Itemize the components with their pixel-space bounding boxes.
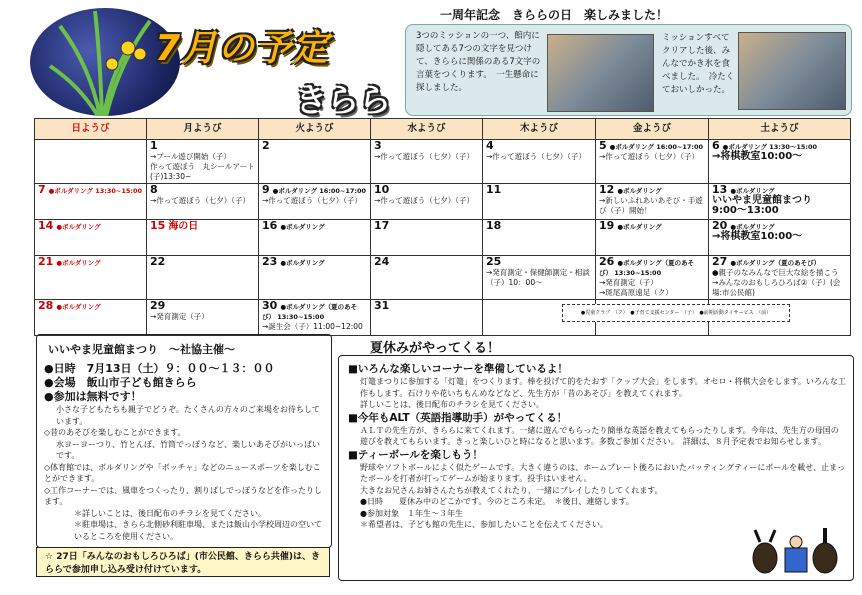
calendar-day-cell: [147, 300, 259, 336]
calendar-event: →作って遊ぼう（七夕）（子）: [599, 152, 700, 161]
festival-note: ＊駐車場は、きらら北側砂利駐車場、または飯山小学校周辺の空いているところを使用ください。: [74, 520, 322, 541]
bouldering-tag: ●ボルダリング: [56, 259, 101, 267]
calendar-day-cell: [35, 300, 147, 336]
calendar-event: ●親子のなみんなで巨大な絵を描こう: [712, 268, 839, 277]
weekday-header: 金ようび: [596, 119, 709, 140]
calendar-event: →将棋教室10:00～: [712, 151, 803, 162]
festival-free-desc: 小さな子どもたちも親子でどうぞ。たくさんの方々のご来場をお待ちしています。: [56, 405, 320, 426]
festival-date: ●日時 7月13日（土）９：００～１３：００: [44, 362, 275, 375]
day-number: 27: [712, 255, 728, 268]
calendar-day-cell: [596, 256, 709, 300]
day-number: 26: [599, 255, 615, 268]
bouldering-tag: ●ボルダリング: [280, 259, 325, 267]
day-number: 12: [599, 183, 615, 196]
weekday-header: 土ようび: [709, 119, 851, 140]
day-number: 21: [38, 255, 54, 268]
festival-note: ＊詳しいことは、後日配布のチラシを見てください。: [74, 508, 266, 518]
summer-heading: ■今年もALT（英語指導助手）がやってくる！: [348, 411, 568, 424]
calendar-day-cell: [35, 184, 147, 220]
calendar-week-row: [35, 184, 851, 220]
festival-item: ◇工作コーナーでは、風車をつくったり、割りばしでっぽうなどを作ったりします。: [44, 485, 322, 506]
day-number: 3: [374, 139, 382, 152]
calendar-day-cell: [483, 184, 596, 220]
calendar-event: 作って遊ぼう 丸シールアート(子)13:30~: [150, 162, 255, 181]
day-number: 18: [486, 219, 502, 232]
summer-details: [348, 362, 846, 531]
summer-hope: ＊希望者は、子ども館の先生に、参加したいことを伝えてください。: [360, 520, 608, 529]
weekday-header: 日ようび: [35, 119, 147, 140]
calendar-week-row: [35, 256, 851, 300]
summer-paragraph: 灯篭まつりに参加する「灯篭」をつくります。棒を投げて的をたおす「クップ大会」をします。オセロ・将棋大会をします。いろんな工作もします。石けりや花いちもんめなどなど、先生方が「昔のあそび」を教えてくれます。: [360, 377, 846, 398]
calendar-header-row: [35, 119, 851, 140]
festival-item: ◇体育館では、ボルダリングや「ボッチャ」などのニュースポーツを楽しむことができます。: [44, 462, 321, 483]
festival-item: ◇昔のあそびを楽しむことができます。: [44, 428, 186, 437]
festival-item-desc: 水ヨーヨーつり、竹とんぼ、竹筒でっぽうなど、楽しいあそびがいっぱいです。: [56, 439, 320, 460]
calendar-day-cell: [596, 184, 709, 220]
calendar-event: →発育測定・保健師測定・相談（子）10：00～: [486, 268, 590, 287]
calendar-day-cell: [371, 220, 483, 256]
bouldering-tag: ●ボルダリング: [730, 187, 775, 195]
calendar-day-cell: [147, 220, 259, 256]
bouldering-tag: ●ボルダリング: [56, 223, 101, 231]
day-number: 23: [262, 255, 278, 268]
calendar-event: →将棋教室10:00～: [712, 231, 803, 242]
calendar-day-cell: [259, 300, 371, 336]
bouldering-tag: ●ボルダリング: [617, 223, 662, 231]
day-number: 24: [374, 255, 390, 268]
photo-shaved-ice: [738, 32, 846, 110]
day-number: 22: [150, 255, 166, 268]
bouldering-tag: ●ボルダリング（夏のあそび） 13:30~15:00: [599, 259, 695, 277]
beetle-illustration: [740, 528, 850, 576]
calendar-day-cell: [147, 256, 259, 300]
calendar-day-cell: [371, 300, 483, 336]
calendar-day-cell: [35, 220, 147, 256]
bouldering-tag: ●ボルダリング: [730, 223, 775, 231]
weekday-header: 水ようび: [371, 119, 483, 140]
calendar-day-cell: [371, 140, 483, 184]
page-subtitle: きらら: [295, 81, 392, 119]
calendar-day-cell: [35, 140, 147, 184]
day-number: 29: [150, 299, 166, 312]
calendar-week-row: [35, 140, 851, 184]
calendar-day-cell: [596, 220, 709, 256]
calendar-day-cell: [709, 184, 851, 220]
calendar-day-cell: [709, 220, 851, 256]
calendar-legend: ●児童クラブ （ク） ●子育て支援センター （子） ●前期活動タイサービス （前）: [562, 304, 790, 322]
calendar-day-cell: [147, 140, 259, 184]
day-number: 14: [38, 219, 54, 232]
calendar-day-cell: [35, 256, 147, 300]
bouldering-tag: ●ボルダリング 13:30～15:00: [722, 143, 818, 151]
bouldering-tag: ●ボルダリング（夏のあそび） 13:30~15:00: [262, 303, 358, 321]
report-text-1: 3つのミッションの一つ、館内に隠してある7つの文字を見つけて、きららに関係のある7文字の言葉をつくります。 一生懸命に探しました。: [416, 31, 541, 93]
weekday-header: 木ようび: [483, 119, 596, 140]
summer-heading: ■ティーボールを楽しもう！: [348, 448, 483, 461]
calendar-event: →発育測定（子）: [150, 312, 209, 321]
calendar-event: →みんなのおもしろひろば②（子）(会場:市公民館): [712, 278, 841, 297]
calendar-event: →作って遊ぼう（七夕）（子）: [150, 196, 251, 205]
flower-illustration: [40, 6, 170, 116]
calendar-event: 9:00～13:00: [712, 205, 779, 216]
bouldering-tag: ●ボルダリング: [56, 303, 101, 311]
day-number: 7: [38, 183, 46, 196]
report-text-2: ミッションすべてクリアした後、みんなでかき氷を食べました。 冷たくておいしかった。: [662, 33, 735, 95]
day-number: 8: [150, 183, 158, 196]
calendar-day-cell: [483, 256, 596, 300]
calendar-event: いいやま児童館まつり: [712, 195, 812, 206]
day-number: 13: [712, 183, 728, 196]
calendar-event: →作って遊ぼう（七夕）（子）: [486, 152, 587, 161]
day-number: 10: [374, 183, 390, 196]
report-title: 一周年記念 きららの日 楽しみました！: [440, 8, 669, 22]
calendar-day-cell: [483, 140, 596, 184]
calendar-day-cell: [709, 256, 851, 300]
calendar-day-cell: [371, 184, 483, 220]
calendar-day-cell: [259, 220, 371, 256]
day-number: 11: [486, 183, 502, 196]
bouldering-tag: ●ボルダリング（夏のあそび）: [730, 259, 821, 267]
bouldering-tag: ●ボルダリング 13:30~15:00: [48, 187, 143, 195]
summer-title: 夏休みがやってくる！: [370, 341, 501, 356]
calendar-day-cell: [483, 220, 596, 256]
day-number: 9: [262, 183, 270, 196]
festival-title: いいやま児童館まつり ～社協主催～: [48, 343, 235, 356]
summer-paragraph: 野球やソフトボールによく似たゲームです。大きく違うのは、ホームプレート後ろにおいたバッティングティーにボールを載せ、止まったボールを打者が打ってゲームが始まります。投手はいません。: [360, 462, 846, 483]
calendar-day-cell: [259, 140, 371, 184]
summer-paragraph: 大きなお兄さんお姉さんたちが教えてくれたり、一緒にプレイしたりしてくれます。: [360, 485, 663, 495]
summer-paragraph: 詳しいことは、後日配布のチラシを見てください。: [360, 400, 544, 409]
calendar-event: →斑尾高原遠足（ク）: [599, 288, 673, 297]
calendar-day-cell: [259, 184, 371, 220]
summer-who: ●参加対象 １年生～３年生: [360, 508, 463, 518]
calendar-week-row: [35, 220, 851, 256]
festival-free: ●参加は無料です！: [44, 390, 142, 403]
day-number: 25: [486, 255, 502, 268]
photo-mission: [547, 34, 654, 112]
page-title: 7月の予定: [155, 28, 330, 69]
day-number: 31: [374, 299, 390, 312]
calendar-event: →新しいふれあいあそび・手遊び（子）開始！: [599, 196, 703, 215]
day-number: 6: [712, 139, 720, 152]
calendar-event: →プール遊び開始（子）: [150, 152, 231, 161]
day-number: 15: [150, 219, 166, 232]
summer-when: ●日時 夏休み中のどこかです。今のところ未定。 ＊後日、連絡します。: [360, 497, 634, 506]
calendar-day-cell: [371, 256, 483, 300]
summer-paragraph: ＡＬＴの先生方が、きららに来てくれます。一緒に遊んでもらったり簡単な英語を教えてもらったりします。今年は、先生方の母国の遊びを教えてもらいます。きっと楽しいひと時になると思います。多数ご参加ください。 詳細は、８月予定表でお知らせします。: [360, 425, 839, 446]
bouldering-tag: ●ボルダリング 16:00~17:00: [609, 143, 704, 151]
weekday-header: 火ようび: [259, 119, 371, 140]
day-number: 19: [599, 219, 615, 232]
bouldering-tag: ●ボルダリング: [280, 223, 325, 231]
day-number: 2: [262, 139, 270, 152]
day-number: 17: [374, 219, 390, 232]
summer-heading: ■いろんな楽しいコーナーを準備しているよ！: [348, 363, 568, 375]
day-number: 4: [486, 139, 494, 152]
calendar-day-cell: [259, 256, 371, 300]
weekday-header: 月ようび: [147, 119, 259, 140]
day-number: 16: [262, 219, 278, 232]
calendar-day-cell: [596, 140, 709, 184]
day-number: 30: [262, 299, 278, 312]
calendar-event: →誕生会（子）11:00~12:00: [262, 322, 363, 331]
calendar-day-cell: [709, 140, 851, 184]
festival-details: [44, 362, 326, 542]
day-number: 1: [150, 139, 158, 152]
bouldering-tag: ●ボルダリング: [617, 187, 662, 195]
festival-notice: ☆ 27日「みんなのおもしろひろば」(市公民館、きらら共催)は、きららで参加申し込み受け付けています。: [36, 547, 330, 577]
holiday-label: 海の日: [168, 221, 199, 232]
day-number: 5: [599, 139, 607, 152]
calendar-event: →作って遊ぼう（七夕）（子）: [262, 196, 363, 205]
calendar-day-cell: [147, 184, 259, 220]
day-number: 20: [712, 219, 728, 232]
calendar-event: →作って遊ぼう（七夕）（子）: [374, 196, 475, 205]
calendar-event: →発育測定（子）: [599, 278, 658, 287]
day-number: 28: [38, 299, 54, 312]
festival-place: ●会場 飯山市子ども館きらら: [44, 376, 197, 389]
calendar-event: →作って遊ぼう（七夕）（子）: [374, 152, 475, 161]
bouldering-tag: ●ボルダリング 16:00~17:00: [272, 187, 367, 195]
